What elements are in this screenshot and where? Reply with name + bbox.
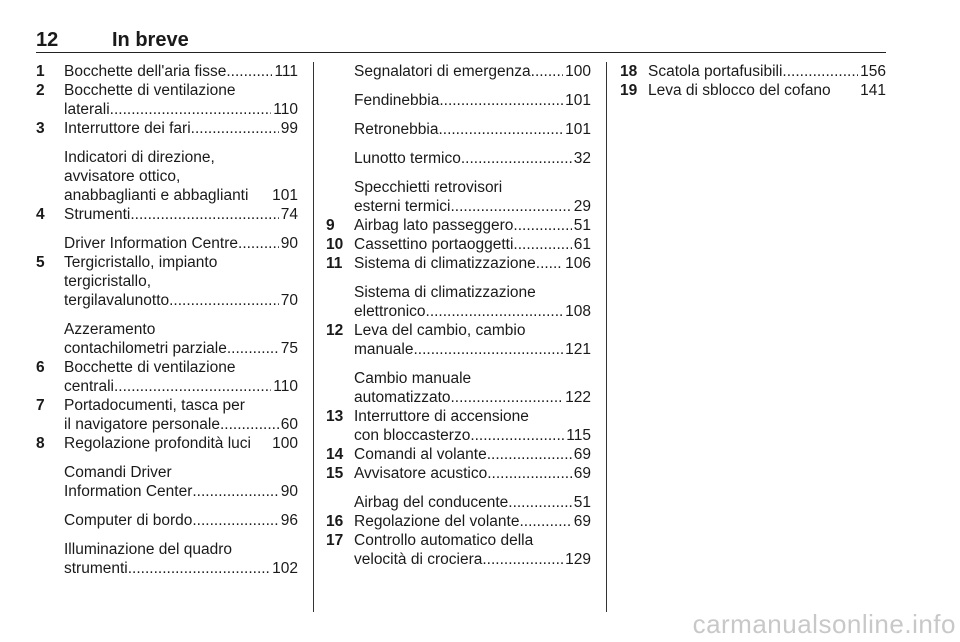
entry-body bbox=[354, 493, 591, 512]
entry-label: Bocchette dell'aria fisse bbox=[64, 63, 227, 80]
entry-number bbox=[36, 511, 64, 530]
entry-body bbox=[64, 62, 298, 81]
entry-label: Strumenti bbox=[64, 206, 131, 223]
entry-leader bbox=[487, 464, 572, 483]
index-entry[interactable] bbox=[36, 81, 298, 119]
index-entry[interactable] bbox=[326, 235, 591, 254]
entry-number bbox=[326, 493, 354, 512]
index-entry[interactable] bbox=[36, 434, 298, 453]
entry-leader bbox=[227, 339, 279, 358]
entry-body bbox=[64, 396, 298, 434]
index-entry[interactable] bbox=[326, 321, 591, 359]
entry-page-number[interactable]: 60 bbox=[280, 416, 298, 433]
entry-page-number[interactable]: 69 bbox=[573, 446, 591, 463]
index-entry[interactable] bbox=[36, 62, 298, 81]
entry-leader bbox=[238, 234, 279, 253]
index-entry[interactable] bbox=[326, 62, 591, 81]
entry-number: 17 bbox=[326, 532, 344, 549]
index-entry[interactable] bbox=[326, 216, 591, 235]
entry-label: Avvisatore acustico bbox=[354, 465, 488, 482]
entry-page-number[interactable]: 110 bbox=[273, 378, 298, 395]
entry-body bbox=[354, 531, 591, 569]
entry-body bbox=[64, 511, 298, 530]
entry-page-number[interactable]: 61 bbox=[573, 236, 591, 253]
index-entry[interactable] bbox=[620, 81, 886, 100]
entry-page-number[interactable]: 99 bbox=[280, 120, 298, 137]
entry-number bbox=[36, 540, 64, 578]
entry-body bbox=[354, 321, 591, 359]
entry-label: Regolazione profondità luci bbox=[64, 435, 251, 452]
entry-body bbox=[354, 283, 591, 321]
index-entry[interactable] bbox=[36, 358, 298, 396]
entry-leader bbox=[192, 511, 278, 530]
entry-page-number[interactable]: 100 bbox=[565, 63, 591, 80]
index-entry[interactable] bbox=[620, 62, 886, 81]
entry-page-number[interactable]: 70 bbox=[280, 292, 298, 309]
entry-leader bbox=[461, 149, 572, 168]
entry-label: Interruttore dei fari bbox=[64, 120, 191, 137]
entry-label: automatizzato bbox=[354, 389, 451, 406]
index-entry[interactable] bbox=[36, 511, 298, 530]
entry-number: 13 bbox=[326, 408, 344, 425]
entry-leader bbox=[450, 197, 571, 216]
entry-body bbox=[64, 320, 298, 358]
index-entry[interactable] bbox=[326, 91, 591, 110]
entry-body bbox=[648, 81, 886, 100]
entry-page-number[interactable]: 90 bbox=[280, 235, 298, 252]
entry-number: 2 bbox=[36, 82, 45, 99]
entry-label: Leva di sblocco del cofano bbox=[648, 82, 831, 99]
entry-label: Comandi Driver bbox=[64, 464, 172, 481]
header-divider bbox=[36, 52, 886, 53]
entry-number: 15 bbox=[326, 465, 344, 482]
entry-label: Lunotto termico bbox=[354, 150, 461, 167]
entry-label: Controllo automatico della bbox=[354, 532, 534, 549]
entry-number: 12 bbox=[326, 322, 344, 339]
index-column-3 bbox=[620, 62, 886, 100]
entry-leader bbox=[439, 91, 563, 110]
entry-leader bbox=[413, 340, 563, 359]
entry-number bbox=[36, 320, 64, 358]
index-entry[interactable] bbox=[36, 253, 298, 310]
column-divider bbox=[313, 62, 314, 612]
index-entry[interactable] bbox=[36, 320, 298, 358]
index-column-2 bbox=[326, 62, 591, 569]
entry-body bbox=[354, 149, 591, 168]
entry-number bbox=[326, 149, 354, 168]
entry-label: Tergicristallo, impianto bbox=[64, 254, 218, 271]
index-entry[interactable] bbox=[326, 407, 591, 445]
index-entry[interactable] bbox=[326, 178, 591, 216]
entry-label: elettronico bbox=[354, 303, 426, 320]
entry-page-number[interactable]: 101 bbox=[272, 187, 298, 204]
entry-label: Airbag del conducente bbox=[354, 494, 509, 511]
index-entry[interactable] bbox=[36, 540, 298, 578]
entry-label: Interruttore di accensione bbox=[354, 408, 529, 425]
column-divider bbox=[606, 62, 607, 612]
entry-page-number[interactable]: 51 bbox=[573, 494, 591, 511]
entry-leader bbox=[226, 62, 272, 81]
entry-label: Bocchette di ventilazione bbox=[64, 359, 236, 376]
entry-number: 8 bbox=[36, 435, 45, 452]
entry-body bbox=[64, 434, 298, 453]
entry-page-number[interactable]: 74 bbox=[280, 206, 298, 223]
entry-label: Leva del cambio, cambio bbox=[354, 322, 526, 339]
entry-label: Computer di bordo bbox=[64, 512, 193, 529]
index-entry[interactable] bbox=[36, 463, 298, 501]
entry-leader bbox=[110, 100, 272, 119]
entry-label: contachilometri parziale bbox=[64, 340, 227, 357]
entry-body bbox=[64, 540, 298, 578]
entry-page-number[interactable]: 110 bbox=[273, 101, 298, 118]
entry-page-number[interactable]: 115 bbox=[566, 427, 591, 444]
index-entry[interactable] bbox=[326, 254, 591, 273]
entry-page-number[interactable]: 69 bbox=[573, 513, 591, 530]
entry-label: Azzeramento bbox=[64, 321, 156, 338]
entry-number: 16 bbox=[326, 513, 344, 530]
entry-label: Comandi al volante bbox=[354, 446, 487, 463]
entry-number: 1 bbox=[36, 63, 45, 80]
entry-number bbox=[36, 148, 64, 205]
entry-leader bbox=[519, 512, 571, 531]
entry-leader bbox=[169, 291, 279, 310]
entry-leader bbox=[487, 445, 572, 464]
watermark: carmanualsonline.info bbox=[692, 609, 956, 639]
entry-number bbox=[326, 91, 354, 110]
entry-number: 11 bbox=[326, 255, 343, 272]
entry-number bbox=[36, 234, 64, 253]
index-entry[interactable] bbox=[36, 148, 298, 205]
index-entry[interactable] bbox=[326, 493, 591, 512]
entry-page-number[interactable]: 121 bbox=[565, 341, 591, 358]
entry-page-number[interactable]: 141 bbox=[860, 82, 886, 99]
entry-label: tergilavalunotto bbox=[64, 292, 170, 309]
entry-label: manuale bbox=[354, 341, 414, 358]
entry-label: Information Center bbox=[64, 483, 193, 500]
entry-page-number[interactable]: 96 bbox=[280, 512, 298, 529]
entry-label: Indicatori di direzione, bbox=[64, 149, 215, 166]
entry-leader bbox=[220, 415, 279, 434]
entry-number: 14 bbox=[326, 446, 344, 463]
index-entry[interactable] bbox=[326, 149, 591, 168]
entry-number: 10 bbox=[326, 236, 344, 253]
entry-number: 4 bbox=[36, 206, 45, 223]
entry-leader bbox=[536, 254, 563, 273]
entry-label: Cassettino portaoggetti bbox=[354, 236, 514, 253]
entry-page-number[interactable]: 129 bbox=[565, 551, 591, 568]
index-entry[interactable] bbox=[326, 369, 591, 407]
entry-body bbox=[354, 445, 591, 464]
entry-body bbox=[64, 81, 298, 119]
entry-number: 3 bbox=[36, 120, 45, 137]
entry-leader bbox=[531, 62, 563, 81]
entry-body bbox=[354, 464, 591, 483]
index-entry[interactable] bbox=[36, 119, 298, 138]
entry-leader bbox=[426, 302, 564, 321]
entry-page-number[interactable]: 101 bbox=[565, 121, 591, 138]
entry-number: 18 bbox=[620, 63, 638, 80]
entry-label: velocità di crociera bbox=[354, 551, 483, 568]
entry-label: anabbaglianti e abbaglianti bbox=[64, 187, 249, 204]
entry-page-number[interactable]: 32 bbox=[573, 150, 591, 167]
entry-body bbox=[64, 119, 298, 138]
entry-number bbox=[326, 178, 354, 216]
entry-label: Airbag lato passeggero bbox=[354, 217, 514, 234]
index-entry[interactable] bbox=[326, 512, 591, 531]
entry-page-number[interactable]: 69 bbox=[573, 465, 591, 482]
entry-label: Regolazione del volante bbox=[354, 513, 520, 530]
entry-body bbox=[354, 178, 591, 216]
entry-label: esterni termici bbox=[354, 198, 451, 215]
entry-label: con bloccasterzo bbox=[354, 427, 471, 444]
entry-label: avvisatore ottico, bbox=[64, 168, 181, 185]
entry-label: Segnalatori di emergenza bbox=[354, 63, 531, 80]
entry-page-number[interactable]: 100 bbox=[272, 435, 298, 452]
index-entry[interactable] bbox=[326, 283, 591, 321]
entry-leader bbox=[251, 434, 270, 453]
entry-number bbox=[326, 369, 354, 407]
index-entry[interactable] bbox=[36, 396, 298, 434]
entry-body bbox=[64, 253, 298, 310]
entry-label: Bocchette di ventilazione bbox=[64, 82, 236, 99]
entry-body bbox=[354, 91, 591, 110]
entry-body bbox=[354, 235, 591, 254]
entry-body bbox=[64, 358, 298, 396]
entry-number bbox=[326, 120, 354, 139]
entry-body bbox=[354, 369, 591, 407]
entry-label: Scatola portafusibili bbox=[648, 63, 783, 80]
entry-number: 6 bbox=[36, 359, 45, 376]
entry-number bbox=[326, 62, 354, 81]
entry-leader bbox=[130, 205, 278, 224]
page-header bbox=[36, 28, 886, 52]
entry-label: Cambio manuale bbox=[354, 370, 472, 387]
entry-number: 5 bbox=[36, 254, 45, 271]
entry-label: Portadocumenti, tasca per bbox=[64, 397, 245, 414]
entry-body bbox=[64, 234, 298, 253]
entry-page-number[interactable]: 90 bbox=[280, 483, 298, 500]
index-entry[interactable] bbox=[326, 445, 591, 464]
entry-label: Retronebbia bbox=[354, 121, 439, 138]
entry-leader bbox=[192, 482, 278, 501]
index-entry[interactable] bbox=[36, 234, 298, 253]
entry-page-number[interactable]: 51 bbox=[573, 217, 591, 234]
page-title: In breve bbox=[112, 29, 189, 51]
entry-number bbox=[326, 283, 354, 321]
entry-page-number[interactable]: 111 bbox=[274, 63, 298, 80]
entry-page-number[interactable]: 156 bbox=[860, 63, 886, 80]
index-entry[interactable] bbox=[326, 531, 591, 569]
entry-leader bbox=[508, 493, 571, 512]
entry-body bbox=[354, 254, 591, 273]
entry-number: 7 bbox=[36, 397, 45, 414]
entry-label: Specchietti retrovisori bbox=[354, 179, 503, 196]
entry-leader bbox=[191, 119, 279, 138]
entry-leader bbox=[470, 426, 564, 445]
entry-body bbox=[354, 216, 591, 235]
entry-label: Fendinebbia bbox=[354, 92, 440, 109]
entry-body bbox=[64, 148, 298, 205]
entry-label: Driver Information Centre bbox=[64, 235, 239, 252]
entry-number: 9 bbox=[326, 217, 335, 234]
entry-leader bbox=[513, 235, 571, 254]
entry-page-number[interactable]: 29 bbox=[573, 198, 591, 215]
entry-body bbox=[648, 62, 886, 81]
entry-label: strumenti bbox=[64, 560, 128, 577]
entry-body bbox=[354, 62, 591, 81]
entry-leader bbox=[831, 81, 858, 100]
entry-leader bbox=[438, 120, 563, 139]
entry-page-number[interactable]: 101 bbox=[565, 92, 591, 109]
entry-page-number[interactable]: 122 bbox=[565, 389, 591, 406]
entry-body bbox=[64, 205, 298, 224]
entry-number bbox=[36, 463, 64, 501]
entry-leader bbox=[248, 186, 270, 205]
entry-leader bbox=[513, 216, 571, 235]
entry-page-number[interactable]: 75 bbox=[280, 340, 298, 357]
entry-label: centrali bbox=[64, 378, 114, 395]
index-entry[interactable] bbox=[326, 120, 591, 139]
entry-number: 19 bbox=[620, 82, 638, 99]
entry-body bbox=[354, 120, 591, 139]
entry-label: tergicristallo, bbox=[64, 273, 151, 290]
entry-body bbox=[354, 407, 591, 445]
entry-body bbox=[64, 463, 298, 501]
index-entry[interactable] bbox=[36, 205, 298, 224]
entry-leader bbox=[128, 559, 270, 578]
index-column-1 bbox=[36, 62, 298, 578]
page-number: 12 bbox=[36, 29, 59, 51]
entry-label: Sistema di climatizzazione bbox=[354, 255, 536, 272]
entry-page-number[interactable]: 108 bbox=[565, 303, 591, 320]
index-entry[interactable] bbox=[326, 464, 591, 483]
entry-leader bbox=[451, 388, 564, 407]
entry-page-number[interactable]: 102 bbox=[272, 560, 298, 577]
entry-body bbox=[354, 512, 591, 531]
entry-leader bbox=[482, 550, 563, 569]
entry-label: laterali bbox=[64, 101, 110, 118]
entry-leader bbox=[782, 62, 858, 81]
entry-label: il navigatore personale bbox=[64, 416, 220, 433]
entry-label: Sistema di climatizzazione bbox=[354, 284, 536, 301]
entry-leader bbox=[114, 377, 271, 396]
entry-label: Illuminazione del quadro bbox=[64, 541, 233, 558]
entry-page-number[interactable]: 106 bbox=[565, 255, 591, 272]
